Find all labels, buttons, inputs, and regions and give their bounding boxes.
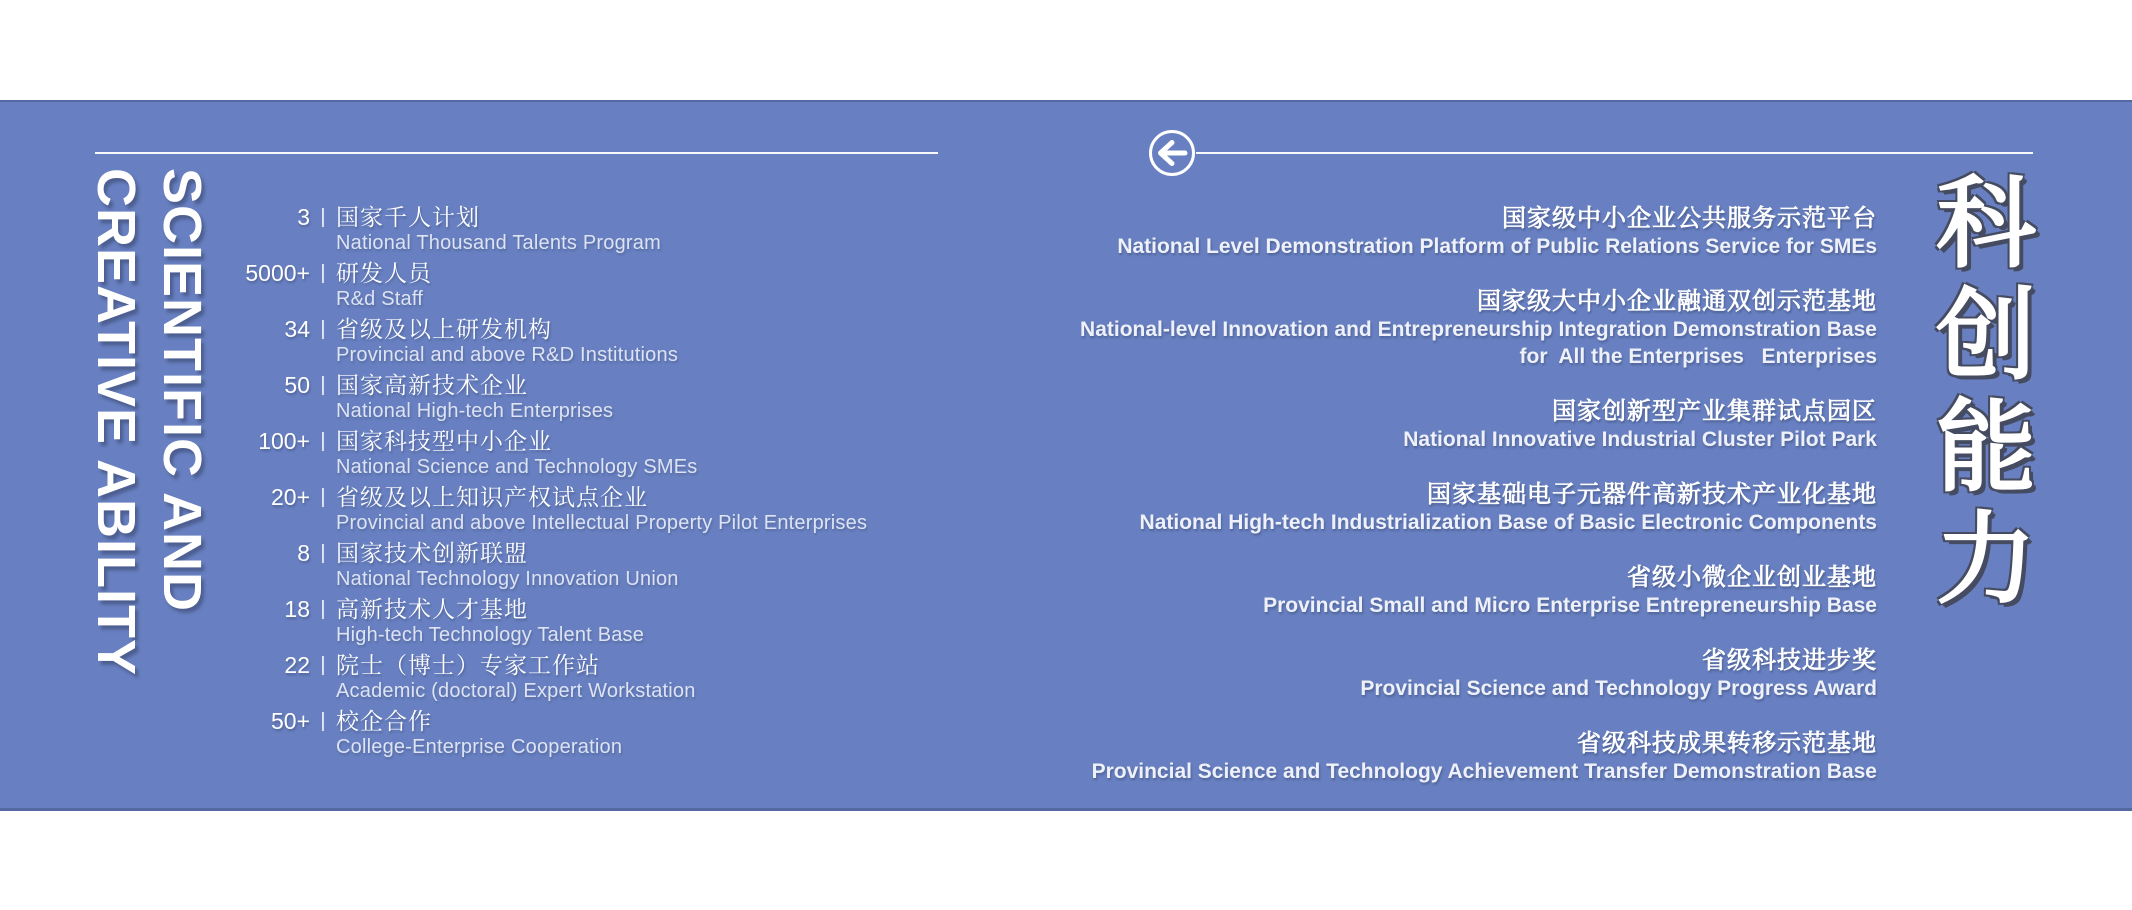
stat-label-zh: 国家科技型中小企业 bbox=[336, 428, 552, 454]
stat-item bbox=[240, 260, 880, 313]
achievement-title-en: Provincial Science and Technology Achievement Transfer Demonstration Base bbox=[1091, 760, 1877, 783]
stat-label-zh: 校企合作 bbox=[336, 708, 432, 734]
stat-item bbox=[240, 372, 880, 425]
stat-item bbox=[240, 540, 880, 593]
big-title-char: 科 bbox=[1936, 168, 2036, 280]
back-button[interactable] bbox=[1146, 127, 1198, 179]
achievement-title-zh: 国家基础电子元器件高新技术产业化基地 bbox=[1427, 481, 1877, 508]
stat-value: 8 bbox=[297, 540, 310, 566]
stat-separator: | bbox=[320, 430, 326, 452]
stat-label-en: National Technology Innovation Union bbox=[336, 568, 679, 590]
stat-separator: | bbox=[320, 710, 326, 732]
stat-separator: | bbox=[320, 262, 326, 284]
stat-value: 50 bbox=[284, 372, 310, 398]
arrow-left-circle-icon bbox=[1146, 127, 1198, 179]
stat-label-en: College-Enterprise Cooperation bbox=[336, 736, 623, 758]
big-title-vertical bbox=[1930, 168, 2042, 616]
stat-label-en: R&d Staff bbox=[336, 288, 424, 310]
stat-item bbox=[240, 316, 880, 369]
stat-value: 100+ bbox=[258, 428, 310, 454]
achievement-title-zh: 国家创新型产业集群试点园区 bbox=[1552, 398, 1877, 425]
stat-label-en: Provincial and above R&D Institutions bbox=[336, 344, 679, 366]
achievement-title-zh: 省级科技进步奖 bbox=[1702, 647, 1877, 674]
stat-label-zh: 研发人员 bbox=[336, 260, 432, 286]
stat-separator: | bbox=[320, 598, 326, 620]
stats-list bbox=[240, 204, 880, 764]
achievement-title-en: National-level Innovation and Entrepreneurship Integration Demonstration Base bbox=[1080, 318, 1877, 341]
stat-item bbox=[240, 596, 880, 649]
stat-value: 50+ bbox=[270, 708, 310, 734]
stat-value: 3 bbox=[297, 204, 310, 230]
stat-label-en: National High-tech Enterprises bbox=[336, 400, 614, 422]
stat-label-zh: 院士（博士）专家工作站 bbox=[336, 652, 600, 678]
stat-separator: | bbox=[320, 542, 326, 564]
stat-separator: | bbox=[320, 486, 326, 508]
stat-separator: | bbox=[320, 318, 326, 340]
vertical-title-line2: CREATIVE ABILITY bbox=[86, 168, 146, 677]
stat-label-en: Provincial and above Intellectual Property Pilot Enterprises bbox=[336, 512, 868, 534]
stat-label-zh: 省级及以上知识产权试点企业 bbox=[336, 484, 648, 510]
achievement-item bbox=[1403, 398, 1877, 453]
stat-label-zh: 省级及以上研发机构 bbox=[336, 316, 552, 342]
stat-value: 22 bbox=[284, 652, 310, 678]
stat-label-zh: 国家技术创新联盟 bbox=[336, 540, 528, 566]
stat-label-en: Academic (doctoral) Expert Workstation bbox=[336, 680, 696, 702]
achievement-item bbox=[1092, 730, 1877, 785]
achievement-title-zh: 国家级大中小企业融通双创示范基地 bbox=[1477, 288, 1877, 315]
stat-item bbox=[240, 428, 880, 481]
stat-separator: | bbox=[320, 654, 326, 676]
vertical-title-line1: SCIENTIFIC AND bbox=[152, 168, 212, 612]
achievement-title-en: National Innovative Industrial Cluster Pilot Park bbox=[1403, 428, 1877, 451]
achievement-title-zh: 省级科技成果转移示范基地 bbox=[1577, 730, 1877, 757]
stat-label-zh: 国家高新技术企业 bbox=[336, 372, 528, 398]
achievement-item bbox=[1263, 564, 1877, 619]
stat-label-en: National Thousand Talents Program bbox=[336, 232, 661, 254]
stat-item bbox=[240, 652, 880, 705]
achievement-title-en: National Level Demonstration Platform of Public Relations Service for SMEs bbox=[1117, 235, 1877, 258]
vertical-title bbox=[83, 168, 215, 743]
stat-label-en: High-tech Technology Talent Base bbox=[336, 624, 645, 646]
divider-line-right bbox=[1196, 152, 2033, 154]
achievement-title-en: Provincial Science and Technology Progress Award bbox=[1360, 677, 1877, 700]
achievement-title-zh: 国家级中小企业公共服务示范平台 bbox=[1502, 205, 1877, 232]
big-title-char: 力 bbox=[1936, 504, 2036, 616]
stat-value: 18 bbox=[284, 596, 310, 622]
achievement-title-en: Provincial Small and Micro Enterprise Entrepreneurship Base bbox=[1263, 594, 1877, 617]
achievement-item bbox=[1140, 481, 1877, 536]
stat-item bbox=[240, 204, 880, 257]
achievement-title-en: for All the Enterprises Enterprises bbox=[1519, 345, 1877, 368]
stat-item bbox=[240, 708, 880, 761]
stat-value: 34 bbox=[284, 316, 310, 342]
achievement-item bbox=[1360, 647, 1877, 702]
achievement-title-en: National High-tech Industrialization Base of Basic Electronic Components bbox=[1139, 511, 1877, 534]
stat-value: 5000+ bbox=[245, 260, 310, 286]
stat-label-zh: 高新技术人才基地 bbox=[336, 596, 528, 622]
stat-item bbox=[240, 484, 880, 537]
stat-separator: | bbox=[320, 374, 326, 396]
achievement-item bbox=[1080, 288, 1877, 370]
achievement-item bbox=[1117, 205, 1877, 260]
stat-label-en: National Science and Technology SMEs bbox=[336, 456, 698, 478]
divider-line-left bbox=[95, 152, 938, 154]
achievements-list bbox=[877, 205, 1877, 785]
stat-label-zh: 国家千人计划 bbox=[336, 204, 480, 230]
achievement-title-zh: 省级小微企业创业基地 bbox=[1627, 564, 1877, 591]
stat-separator: | bbox=[320, 206, 326, 228]
big-title-char: 能 bbox=[1936, 392, 2036, 504]
stat-value: 20+ bbox=[270, 484, 310, 510]
big-title-char: 创 bbox=[1936, 280, 2036, 392]
